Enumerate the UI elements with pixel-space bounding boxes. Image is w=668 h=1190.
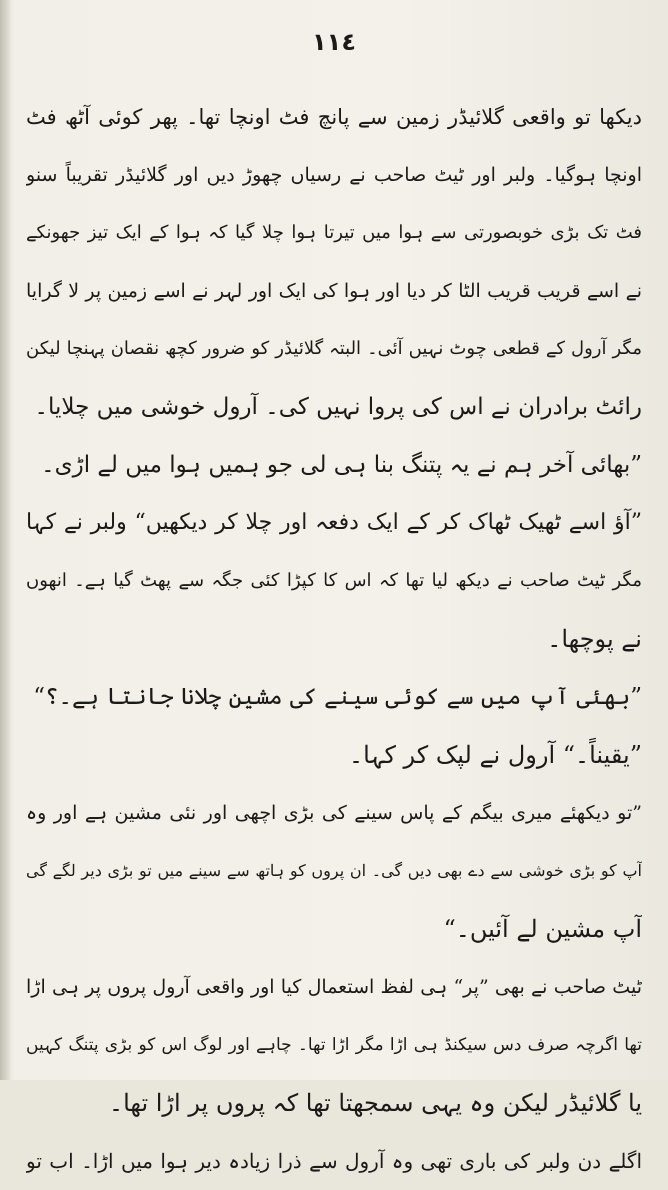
text-line-16: ٹیٹ صاحب نے بھی ”پر“ ہی لفظ استعمال کیا اور واقعی آرول پروں پر ہی اڑا — [26, 976, 642, 998]
text-line-10: نے پوچھا۔ — [547, 625, 642, 653]
page-number: ١١٤ — [312, 28, 356, 56]
text-line-6: رائٹ برادران نے اس کی پروا نہیں کی۔ آرول خوشی میں چلایا۔ — [34, 394, 642, 420]
text-line-11: ”بھئی آپ میں سے کوئی سینے کی مشین چلانا جانتا ہے۔؟“ — [33, 684, 642, 710]
text-line-2: اونچا ہوگیا۔ ولبر اور ٹیٹ صاحب نے رسیاں چھوڑ دیں اور گلائیڈر تقریباً سنو — [26, 164, 642, 186]
text-line-4: نے اسے قریب قریب الٹا کر دیا اور ہوا کی ایک اور لہر نے اسے زمین پر لا گرایا — [26, 280, 642, 302]
text-line-15: آپ مشین لے آئیں۔“ — [443, 915, 642, 943]
text-line-3: فٹ تک بڑی خوبصورتی سے ہوا میں تیرتا ہوا چلا گیا کہ ہوا کے ایک تیز جھونکے — [26, 222, 642, 243]
text-line-14: آپ کو بڑی خوشی سے دے بھی دیں گی۔ ان پروں کو ہاتھ سے سینے میں تو بڑی دیر لگے گی — [26, 861, 642, 880]
text-line-13: ”تو دیکھئے میری بیگم کے پاس سینے کی بڑی اچھی اور نئی مشین ہے اور وہ — [26, 802, 642, 824]
text-line-17: تھا اگرچہ صرف دس سیکنڈ ہی اڑا مگر اڑا تھا۔ چاہے اور لوگ اس کو بڑی پتنگ کہیں — [26, 1035, 642, 1055]
text-line-1: دیکھا تو واقعی گلائیڈر زمین سے پانچ فٹ اونچا تھا۔ پھر کوئی آٹھ فٹ — [26, 105, 642, 129]
text-line-8: ”آؤ اسے ٹھیک ٹھاک کر کے ایک دفعہ اور چلا کر دیکھیں“ ولبر نے کہا — [26, 510, 642, 535]
page-gutter-shadow — [0, 0, 10, 1080]
text-line-18: یا گلائیڈر لیکن وہ یہی سمجھتا تھا کہ پروں پر اڑا تھا۔ — [109, 1089, 642, 1117]
text-line-5: مگر آرول کے قطعی چوٹ نہیں آئی۔ البتہ گلائیڈر کو ضرور کچھ نقصان پہنچا لیکن — [26, 338, 642, 359]
text-line-12: ”یقیناً۔“ آرول نے لپک کر کہا۔ — [349, 741, 642, 769]
body-text — [26, 88, 642, 1190]
text-line-19: اگلے دن ولبر کی باری تھی وہ آرول سے ذرا زیادہ دیر ہوا میں اڑا۔ اب تو — [26, 1149, 642, 1173]
text-line-7: ”بھائی آخر ہم نے یہ پتنگ بنا ہی لی جو ہمیں ہوا میں لے اڑی۔ — [41, 452, 642, 478]
text-line-9: مگر ٹیٹ صاحب نے دیکھ لیا تھا کہ اس کا کپڑا کئی جگہ سے پھٹ گیا ہے۔ انھوں — [26, 570, 642, 591]
